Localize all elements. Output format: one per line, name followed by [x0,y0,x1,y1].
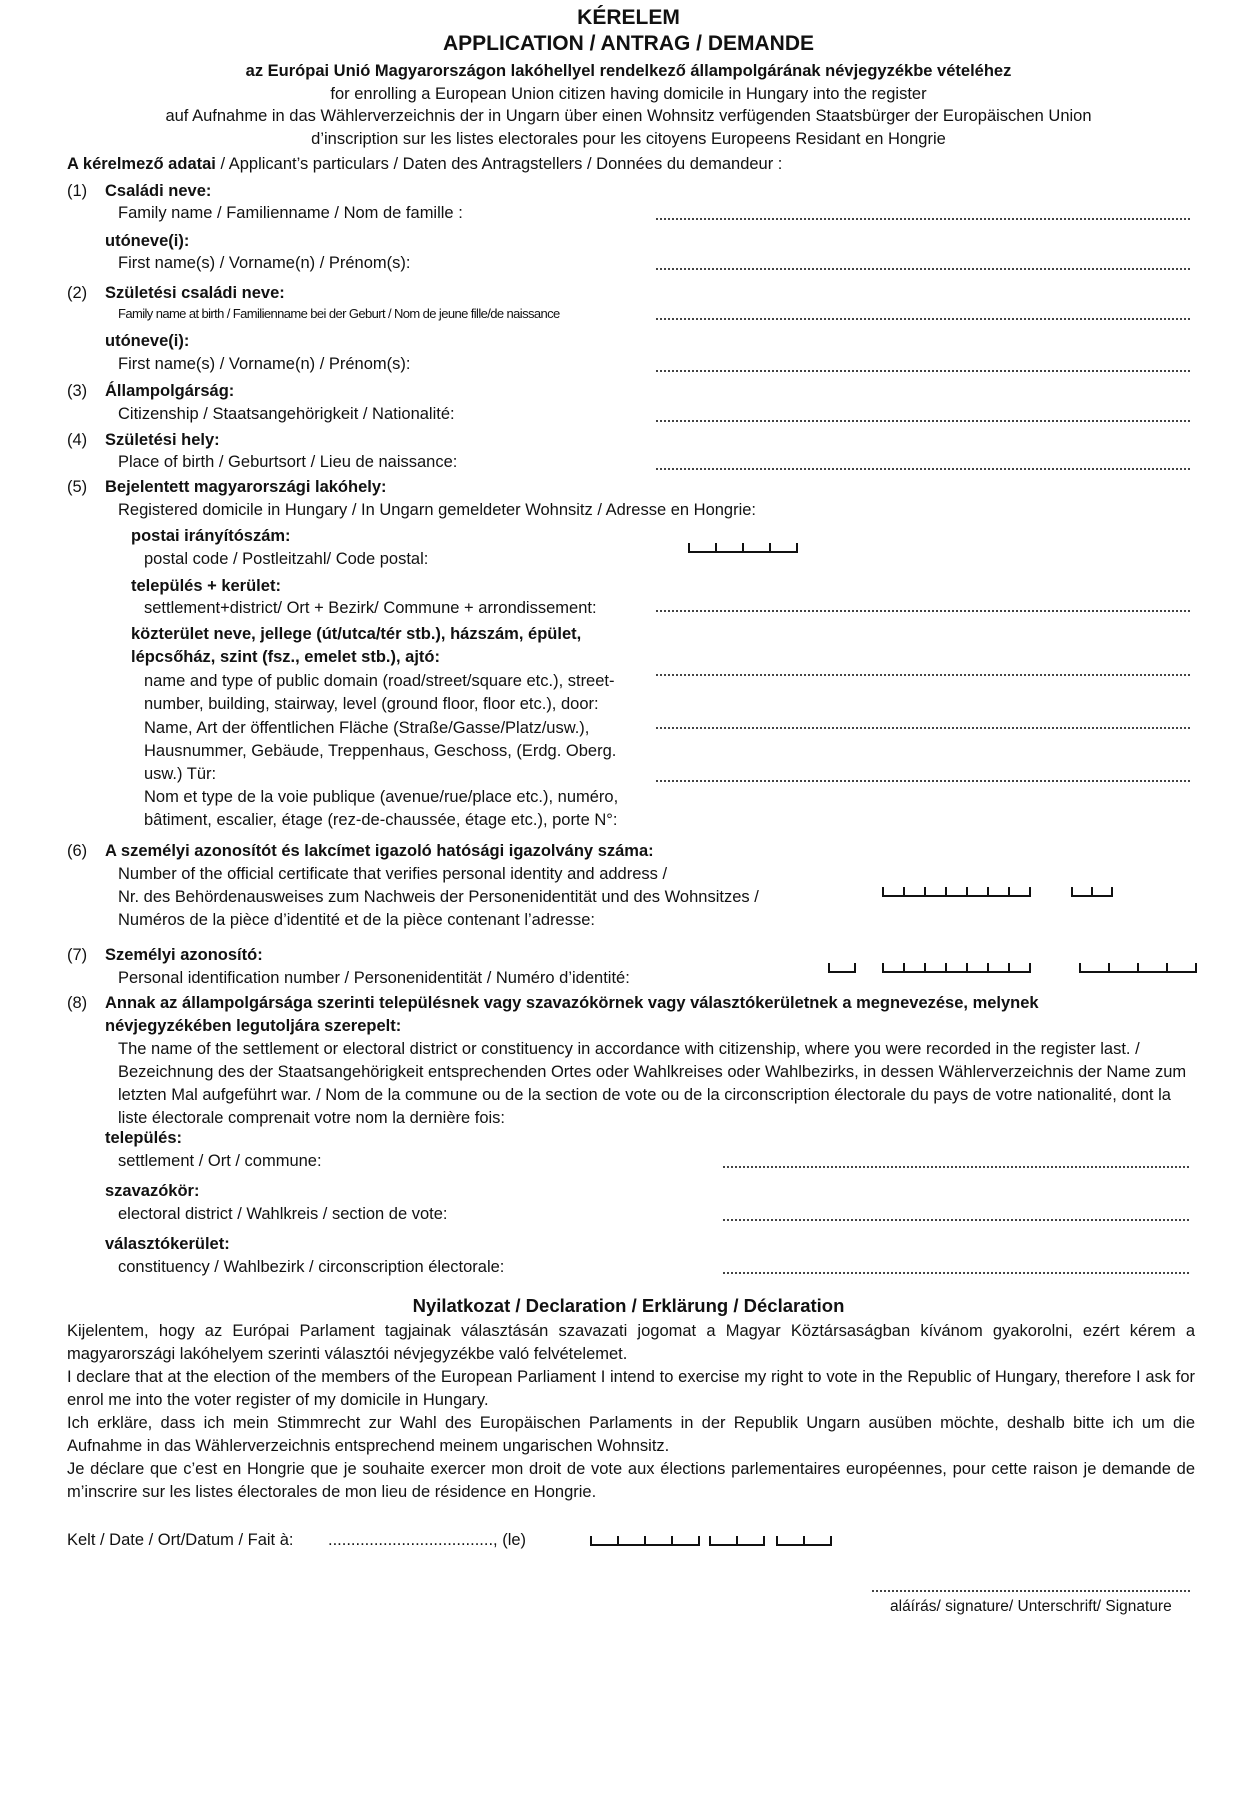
date-place-field[interactable]: ...................................., (le) [328,1531,527,1549]
last-register-label-hu-2: névjegyzékében legutoljára szerepelt: [105,1017,402,1035]
street-address-field-1[interactable] [656,674,1190,676]
declaration-de: Ich erkläre, dass ich mein Stimmrecht zur Wahl des Europäischen Parlaments in der Republik Ungarn ausüben möchte, deshalb bitte ich um die Aufnahme in das Wählerverzeichnis entsprechend meinem ungarischen Wohnsitz. [67,1414,1195,1455]
constituency-field[interactable] [723,1272,1189,1274]
signature-field[interactable] [872,1590,1190,1592]
street-address-field-2[interactable] [656,727,1190,729]
domicile-label-hu: Bejelentett magyarországi lakóhely: [105,478,387,496]
last-register-description: The name of the settlement or electoral district or constituency in accordance with citizenship, where you were recorded in the register last. / Bezeichnung des der Staatsangehörigkeit entsprechenden Ortes oder Wahlkreises oder Wahlbezirks, in dessen Wählerverzeichnis der Name zum letzten Mal aufgeführt war. / Nom de la commune ou de la section de vote ou de la circonscription électorale du pays de votre nationalité, dont la liste électorale comprenait votre nom la dernière fois: [118,1040,1187,1127]
item-number: (5) [67,478,88,496]
electoral-district-label-hu: szavazókör: [105,1182,200,1200]
item-number: (2) [67,284,88,302]
declaration-hu: Kijelentem, hogy az Európai Parlament tagjainak választásán szavazati jogomat a Magyar Köztársaságban kívánom gyakorolni, ezért kérem a magyarországi lakóhelyem szerinti választói névjegyzékbe való felvételemet. [67,1322,1195,1363]
date-day-boxes[interactable] [776,1536,832,1546]
street-address-label-de-2: Hausnummer, Gebäude, Treppenhaus, Geschoss, (Erdg. Oberg. [144,742,617,760]
street-address-label-fr-1: Nom et type de la voie publique (avenue/rue/place etc.), numéro, [144,788,619,806]
id-certificate-label-hu: A személyi azonosítót és lakcímet igazoló hatósági igazolvány száma: [105,842,654,860]
declaration-title: Nyilatkozat / Declaration / Erklärung / Déclaration [412,1295,845,1316]
id-certificate-label-1: Number of the official certificate that verifies personal identity and address / [118,865,668,883]
settlement-district-label: settlement+district/ Ort + Bezirk/ Commune + arrondissement: [144,599,597,617]
postal-code-label: postal code / Postleitzahl/ Code postal: [144,550,429,568]
birthplace-label: Place of birth / Geburtsort / Lieu de naissance: [118,453,458,471]
declaration-fr: Je déclare que c’est en Hongrie que je souhaite exercer mon droit de vote aux élections parlementaires européennes, pour cette raison je demande de m’inscrire sur les listes électorales de mon lieu de résidence en Hongrie. [67,1460,1195,1501]
id-certificate-label-2: Nr. des Behördenausweises zum Nachweis der Personenidentität und des Wohnsitzes / [118,888,759,906]
date-year-boxes[interactable] [590,1536,700,1546]
purpose-hu: az Európai Unió Magyarországon lakóhellyel rendelkező állampolgárának névjegyzékbe vételéhez [245,62,1012,80]
citizenship-label-hu: Állampolgárság: [105,382,235,400]
item-number: (6) [67,842,88,860]
constituency-label-hu: választókerület: [105,1235,230,1253]
personal-id-first-box[interactable] [828,963,856,973]
date-place-label: Kelt / Date / Ort/Datum / Fait à: [67,1531,294,1549]
declaration-en: I declare that at the election of the members of the European Parliament I intend to exercise my right to vote in the Republic of Hungary, therefore I ask for enrol me into the voter register of my domicile in Hungary. [67,1368,1195,1409]
settlement-district-label-hu: település + kerület: [131,577,281,595]
birth-first-name-field[interactable] [656,370,1190,372]
item-number: (1) [67,182,88,200]
birth-name-label: Family name at birth / Familienname bei der Geburt / Nom de jeune fille/de naissance [118,306,560,321]
personal-id-label-hu: Személyi azonosító: [105,946,263,964]
birthplace-field[interactable] [656,468,1190,470]
street-address-label-en-2: number, building, stairway, level (ground floor, floor etc.), door: [144,695,599,713]
street-address-label-fr-2: bâtiment, escalier, étage (rez-de-chaussée, étage etc.), porte N°: [144,811,618,829]
street-address-label-en-1: name and type of public domain (road/street/square etc.), street- [144,672,615,690]
purpose-en: for enrolling a European Union citizen having domicile in Hungary into the register [330,85,927,103]
postal-code-boxes[interactable] [688,543,798,553]
id-certificate-series-boxes[interactable] [1071,887,1113,897]
street-address-label-hu-1: közterület neve, jellege (út/utca/tér stb.), házszám, épület, [131,625,582,643]
postal-code-label-hu: postai irányítószám: [131,527,291,545]
electoral-district-label: electoral district / Wahlkreis / section de vote: [118,1205,448,1223]
settlement-label-hu: település: [105,1129,183,1147]
item-number: (7) [67,946,88,964]
birth-first-name-label-hu: utóneve(i): [105,332,190,350]
last-register-label-hu-1: Annak az állampolgársága szerinti településnek vagy szavazókörnek vagy választókerületnek a megnevezése, melynek [105,994,1039,1012]
constituency-label: constituency / Wahlbezirk / circonscription électorale: [118,1258,505,1276]
family-name-label: Family name / Familienname / Nom de famille : [118,204,463,222]
item-number: (3) [67,382,88,400]
signature-label: aláírás/ signature/ Unterschrift/ Signature [890,1598,1172,1615]
street-address-field-3[interactable] [656,780,1190,782]
domicile-label: Registered domicile in Hungary / In Ungarn gemeldeter Wohnsitz / Adresse en Hongrie: [118,501,757,519]
settlement-label: settlement / Ort / commune: [118,1152,322,1170]
settlement-field[interactable] [723,1166,1189,1168]
id-certificate-label-3: Numéros de la pièce d’identité et de la pièce contenant l’adresse: [118,911,595,929]
birth-family-name-field[interactable] [656,318,1190,320]
street-address-label-de-1: Name, Art der öffentlichen Fläche (Straße/Gasse/Platz/usw.), [144,719,590,737]
particulars-heading: A kérelmező adatai / Applicant’s particulars / Daten des Antragstellers / Données du demandeur : [67,155,783,173]
purpose-de: auf Aufnahme in das Wählerverzeichnis der in Ungarn über einen Wohnsitz verfügenden Staatsbürger der Europäischen Union [165,107,1092,125]
item-number: (4) [67,431,88,449]
birthplace-label-hu: Születési hely: [105,431,220,449]
first-name-label-hu: utóneve(i): [105,232,190,250]
first-name-field[interactable] [656,268,1190,270]
personal-id-serial-boxes[interactable] [1079,963,1197,973]
form-subtitle: APPLICATION / ANTRAG / DEMANDE [443,32,814,55]
personal-id-birthdate-boxes[interactable] [882,963,1031,973]
family-name-field[interactable] [656,218,1190,220]
form-title: KÉRELEM [577,6,680,29]
birth-name-label-hu: Születési családi neve: [105,284,285,302]
settlement-district-field[interactable] [656,610,1190,612]
street-address-label-de-3: usw.) Tür: [144,765,217,783]
item-number: (8) [67,994,88,1012]
first-name-label: First name(s) / Vorname(n) / Prénom(s): [118,254,411,272]
citizenship-field[interactable] [656,420,1190,422]
purpose-fr: d’inscription sur les listes electorales pour les citoyens Europeens Residant en Hongrie [311,130,946,148]
electoral-district-field[interactable] [723,1219,1189,1221]
birth-first-name-label: First name(s) / Vorname(n) / Prénom(s): [118,355,411,373]
citizenship-label: Citizenship / Staatsangehörigkeit / Nationalité: [118,405,455,423]
family-name-label-hu: Családi neve: [105,182,212,200]
id-certificate-number-boxes[interactable] [882,887,1031,897]
date-month-boxes[interactable] [709,1536,765,1546]
street-address-label-hu-2: lépcsőház, szint (fsz., emelet stb.), ajtó: [131,648,440,666]
personal-id-label: Personal identification number / Personenidentität / Numéro d’identité: [118,969,630,987]
